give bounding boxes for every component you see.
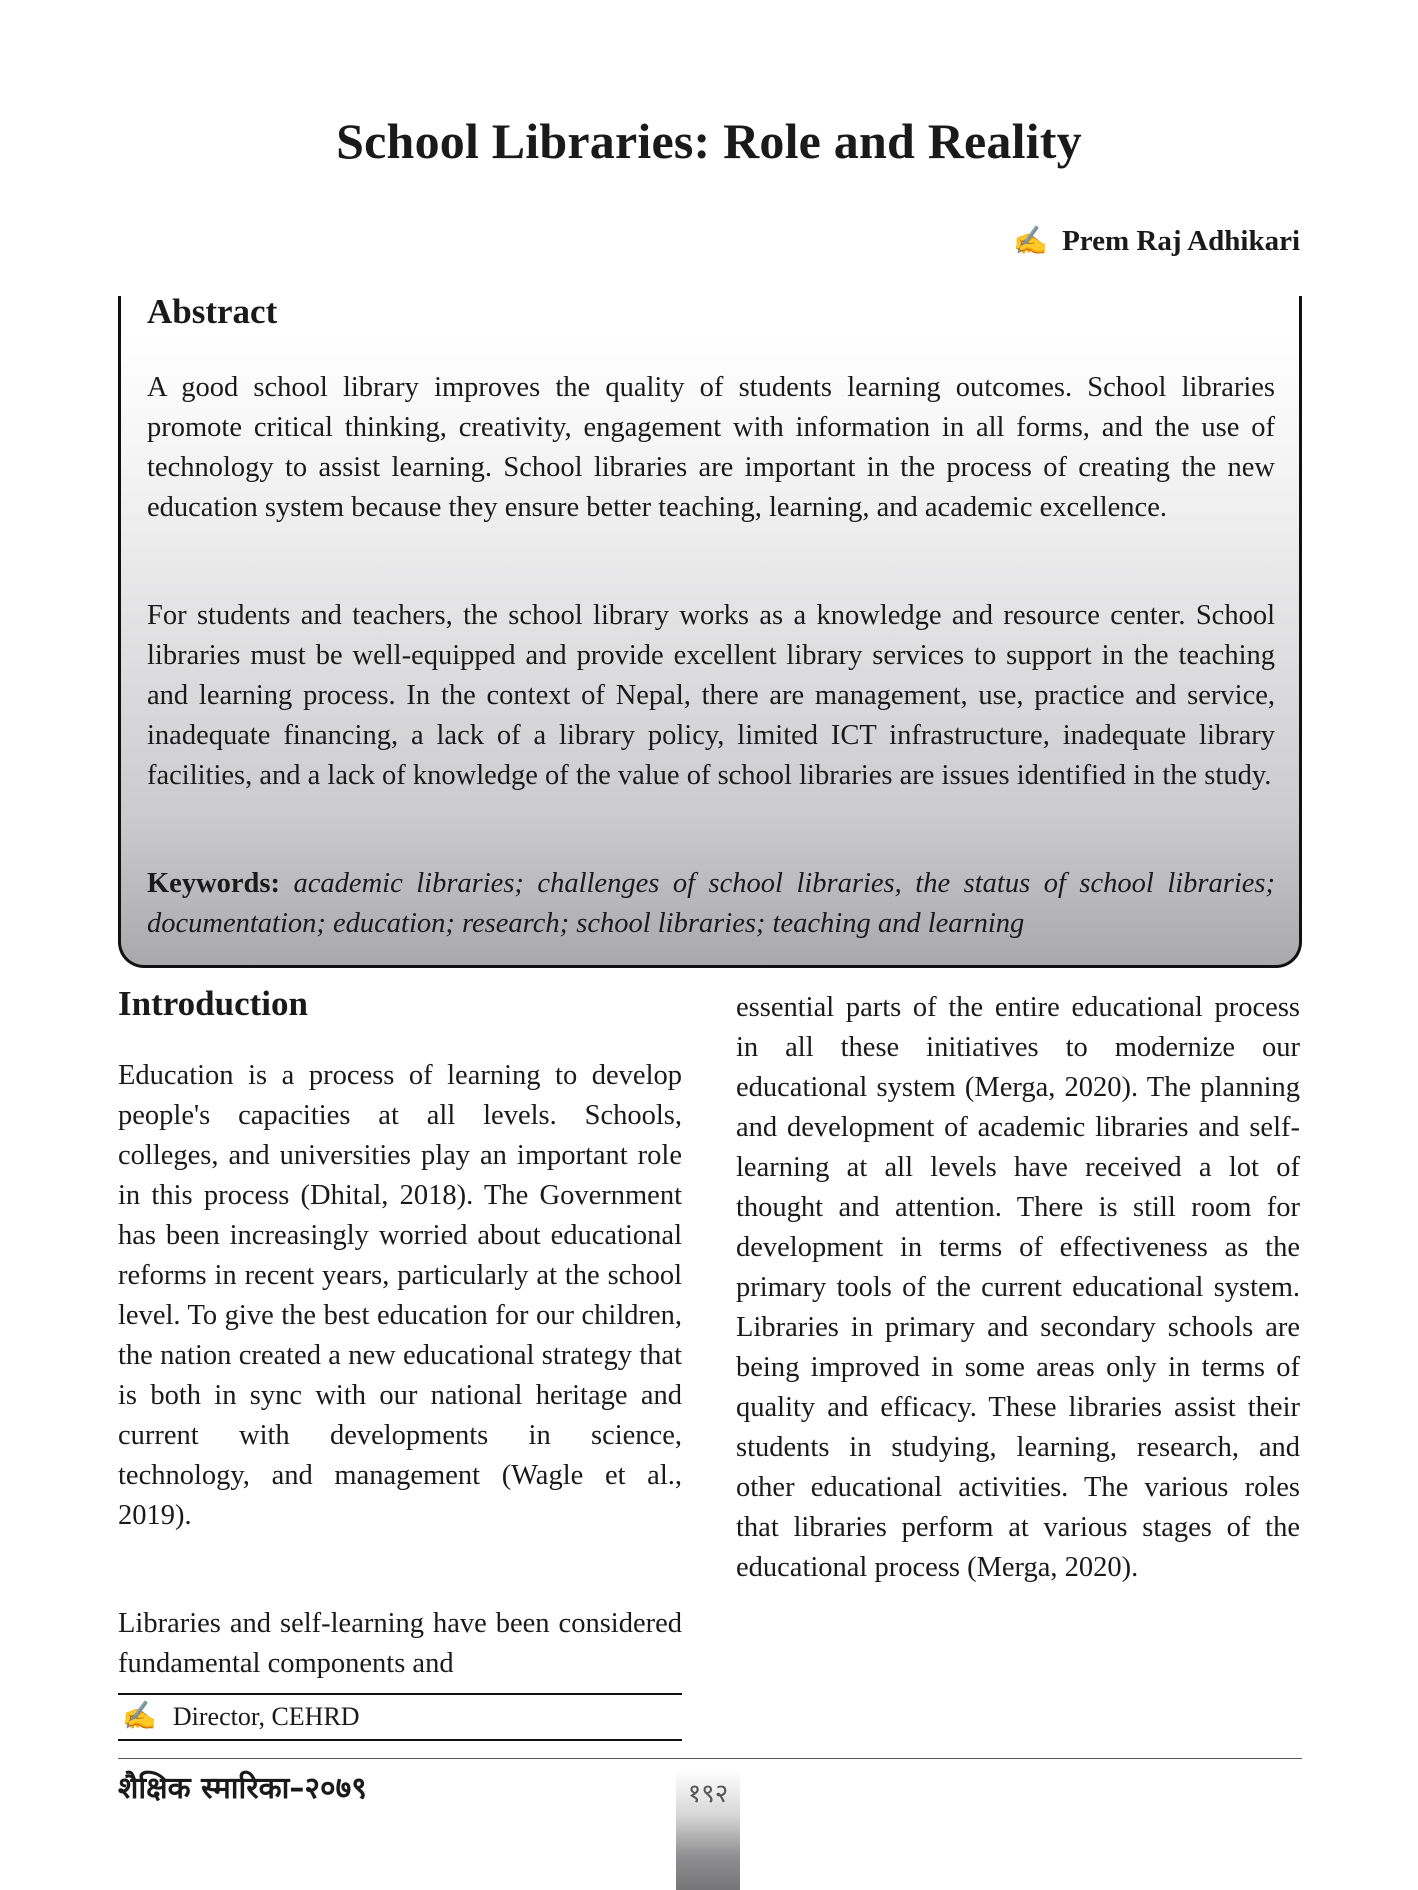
introduction-heading: Introduction	[118, 984, 308, 1023]
footer-rule	[118, 1758, 1302, 1759]
right-column	[736, 988, 1300, 1588]
article-title: School Libraries: Role and Reality	[336, 113, 1082, 169]
footnote-rule-bottom	[118, 1739, 682, 1741]
author-line	[1013, 224, 1300, 258]
abstract-paragraph-1: A good school library improves the quality of students learning outcomes. School libraries promote critical thinking, creativity, engagement with information in all forms, and the use of technology to assist learning. School libraries are important in the process of creating the new education system because they ensure better teaching, learning, and academic excellence.	[147, 372, 1275, 523]
abstract-paragraph-2: For students and teachers, the school library works as a knowledge and resource center. School libraries must be well-equipped and provide excellent library services to support in the teaching and learning process. In the context of Nepal, there are management, use, practice and service, inadequate financing, a lack of a library policy, limited ICT infrastructure, inadequate library facilities, and a lack of knowledge of the value of school libraries are issues identified in the study.	[147, 600, 1275, 791]
footer-publication: शैक्षिक स्मारिका–२०७९	[118, 1771, 367, 1806]
author-name: Prem Raj Adhikari	[1062, 224, 1300, 257]
pen-writing-icon: ✍	[1013, 226, 1049, 257]
keywords	[147, 864, 1275, 944]
abstract-heading: Abstract	[147, 292, 278, 331]
keywords-list: academic libraries; challenges of school libraries, the status of school libraries; documentation; education; research; school libraries; teaching and learning	[147, 868, 1275, 939]
page-number: १९२	[687, 1779, 729, 1809]
footnote	[122, 1698, 360, 1736]
intro-paragraph-2: Libraries and self-learning have been considered fundamental components and	[118, 1608, 682, 1679]
footnote-rule-top	[118, 1693, 682, 1695]
left-column-paragraph-2	[118, 1604, 682, 1684]
pen-writing-icon: ✍	[122, 1701, 157, 1732]
intro-paragraph-1: Education is a process of learning to develop people's capacities at all levels. Schools, colleges, and universities play an important role in this process (Dhital, 2018). The Government has been increasingly worried about educational reforms in recent years, particularly at the school level. To give the best education for our children, the nation created a new educational strategy that is both in sync with our national heritage and current with developments in science, technology, and management (Wagle et al., 2019).	[118, 1060, 682, 1531]
footnote-text: Director, CEHRD	[172, 1702, 360, 1731]
intro-paragraph-continued: essential parts of the entire educational process in all these initiatives to modernize our educational system (Merga, 2020). The planning and development of academic libraries and self-learning at all levels have received a lot of thought and attention. There is still room for development in terms of effectiveness as the primary tools of the current educational system. Libraries in primary and secondary schools are being improved in some areas only in terms of quality and efficacy. These libraries assist their students in studying, learning, research, and other educational activities. The various roles that libraries perform at various stages of the educational process (Merga, 2020).	[736, 992, 1300, 1583]
left-column-paragraph-1	[118, 1056, 682, 1536]
keywords-label: Keywords:	[147, 868, 280, 899]
